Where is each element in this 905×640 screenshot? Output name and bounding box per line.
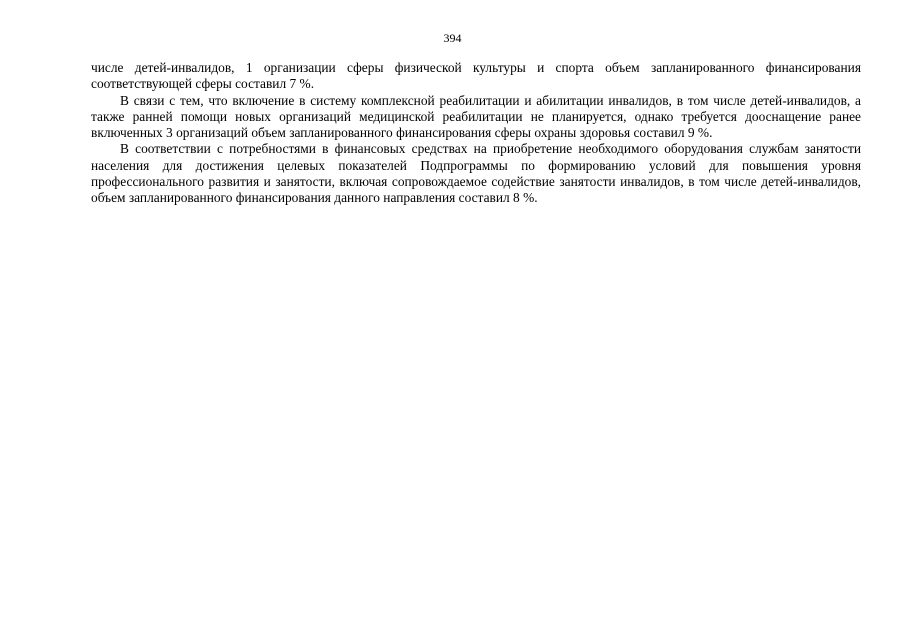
paragraph-continuation: числе детей-инвалидов, 1 организации сферы физической культуры и спорта объем запланированного финансирования соответствующей сферы составил 7 %. bbox=[91, 60, 861, 92]
page-number: 394 bbox=[443, 31, 462, 45]
document-body bbox=[91, 60, 861, 207]
paragraph-employment: В соответствии с потребностями в финансовых средствах на приобретение необходимого оборудования службам занятости населения для достижения целевых показателей Подпрограммы по формированию условий для повышения уровня профессионального развития и занятости, включая сопровождаемое содействие занятости инвалидов, в том числе детей-инвалидов, объем запланированного финансирования данного направления составил 8 %. bbox=[91, 141, 861, 206]
paragraph-healthcare: В связи с тем, что включение в систему комплексной реабилитации и абилитации инвалидов, в том числе детей-инвалидов, а также ранней помощи новых организаций медицинской реабилитации не планируется, однако требуется дооснащение ранее включенных 3 организаций объем запланированного финансирования сферы охраны здоровья составил 9 %. bbox=[91, 92, 861, 141]
